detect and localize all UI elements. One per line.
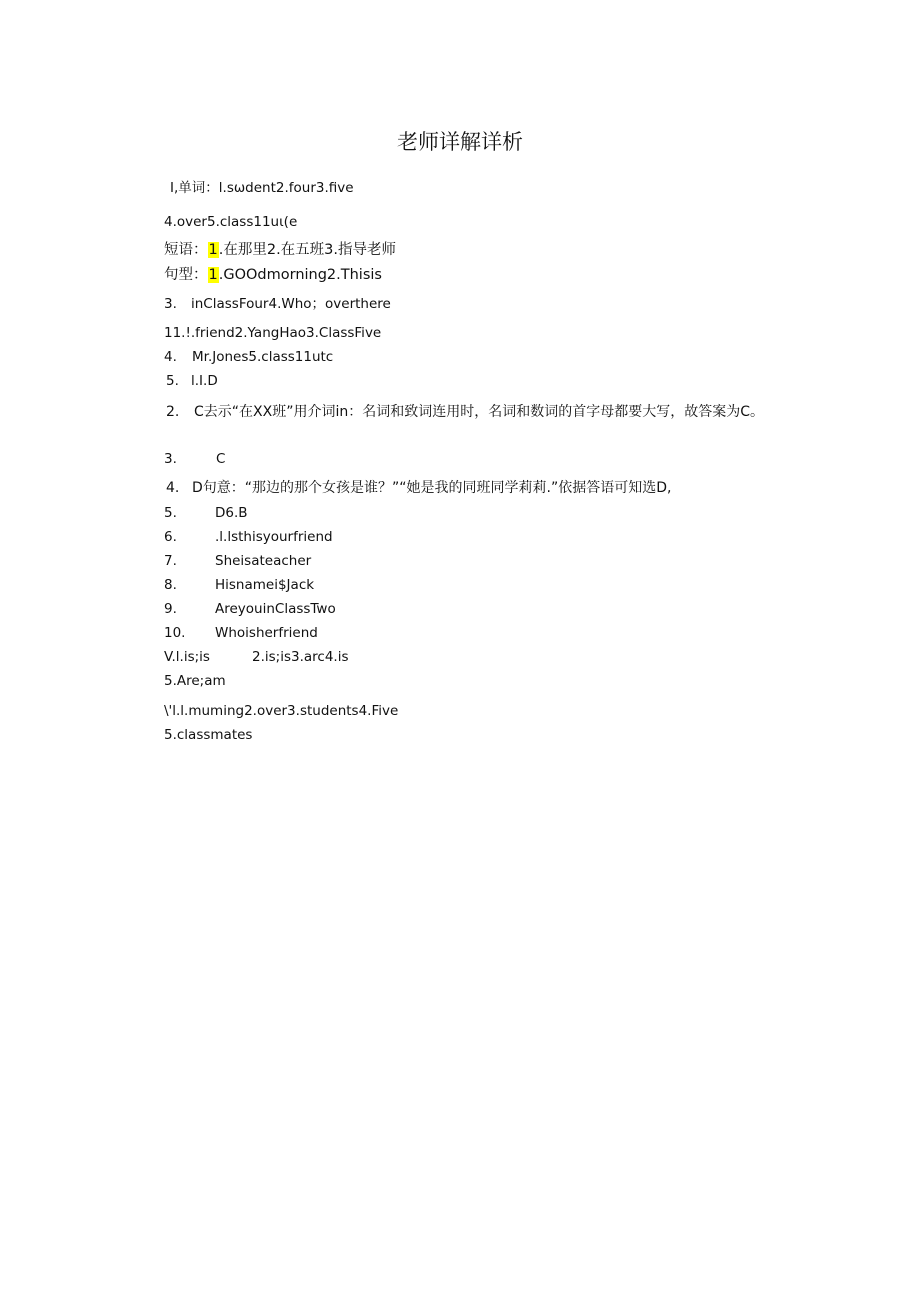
answer-line [164,624,318,642]
item-number: 5. [164,505,177,521]
answer-line-sentences [164,266,382,284]
answer-line [164,552,311,570]
answer-line [166,479,671,497]
item-text: Hisnamei$Jack [215,577,315,593]
item-number: 6. [164,529,177,545]
explanation-paragraph [134,400,794,424]
answer-line: \'l.l.muming2.over3.students4.Five [164,703,399,719]
phrases-content: .在那里2.在五班3.指导老师 [218,242,397,258]
item-text: Whoisherfriend [215,625,318,641]
item-number: 5. [166,373,179,389]
answer-line [164,648,349,666]
highlight-mark: 1 [208,267,218,283]
item-text: V.l.is;is [164,649,210,665]
phrases-label: 短语： [164,242,208,258]
item-number: 4. [164,349,177,365]
item-text: C去示“在XX班”用介词in：名词和致词连用时，名词和数词的首字母都要大写，故答案为C。 [194,404,764,420]
answer-line: 5.Are;am [164,673,226,689]
item-number: 7. [164,553,177,569]
item-text: AreyouinClassTwo [215,601,336,617]
item-number: 8. [164,577,177,593]
highlight-mark: 1 [208,242,218,258]
answer-line [164,348,333,366]
item-text: C [216,451,226,467]
answer-line [164,576,314,594]
item-number: 3. [164,296,177,312]
answer-line-vocabulary: I,单词：l.sωdent2.four3.five [170,180,354,196]
sentences-content: .GOOdmorning2.Thisis [218,267,382,283]
item-text: D句意：“那边的那个女孩是谁？”“她是我的同班同学莉莉.”依据答语可知选D, [192,480,672,496]
item-text: Mr.Jones5.class11utc [192,349,334,365]
answer-line-vocabulary-cont: 4.over5.class11uι(e [164,214,298,230]
item-number: 9. [164,601,177,617]
answer-line [164,450,225,468]
item-text: l.I.D [191,373,218,389]
page-title: 老师详解详析 [397,130,523,154]
answer-line [164,295,391,313]
item-number: 10. [164,625,186,641]
answer-line [164,504,248,522]
answer-line: 11.!.friend2.YangHao3.ClassFive [164,325,382,341]
answer-line [166,372,218,390]
answer-line [164,528,333,546]
answer-line [164,600,336,618]
item-number: 2. [166,404,180,420]
item-text: .l.lsthisyourfriend [215,529,333,545]
item-text-cont: 2.is;is3.arc4.is [252,649,349,665]
item-text: inClassFour4.Who；overthere [191,296,391,312]
item-number: 4. [166,480,180,496]
answer-line-phrases [164,241,396,259]
item-text: Sheisateacher [215,553,312,569]
item-number: 3. [164,451,177,467]
item-text: D6.B [215,505,248,521]
answer-line: 5.classmates [164,727,253,743]
sentences-label: 句型： [164,267,208,283]
